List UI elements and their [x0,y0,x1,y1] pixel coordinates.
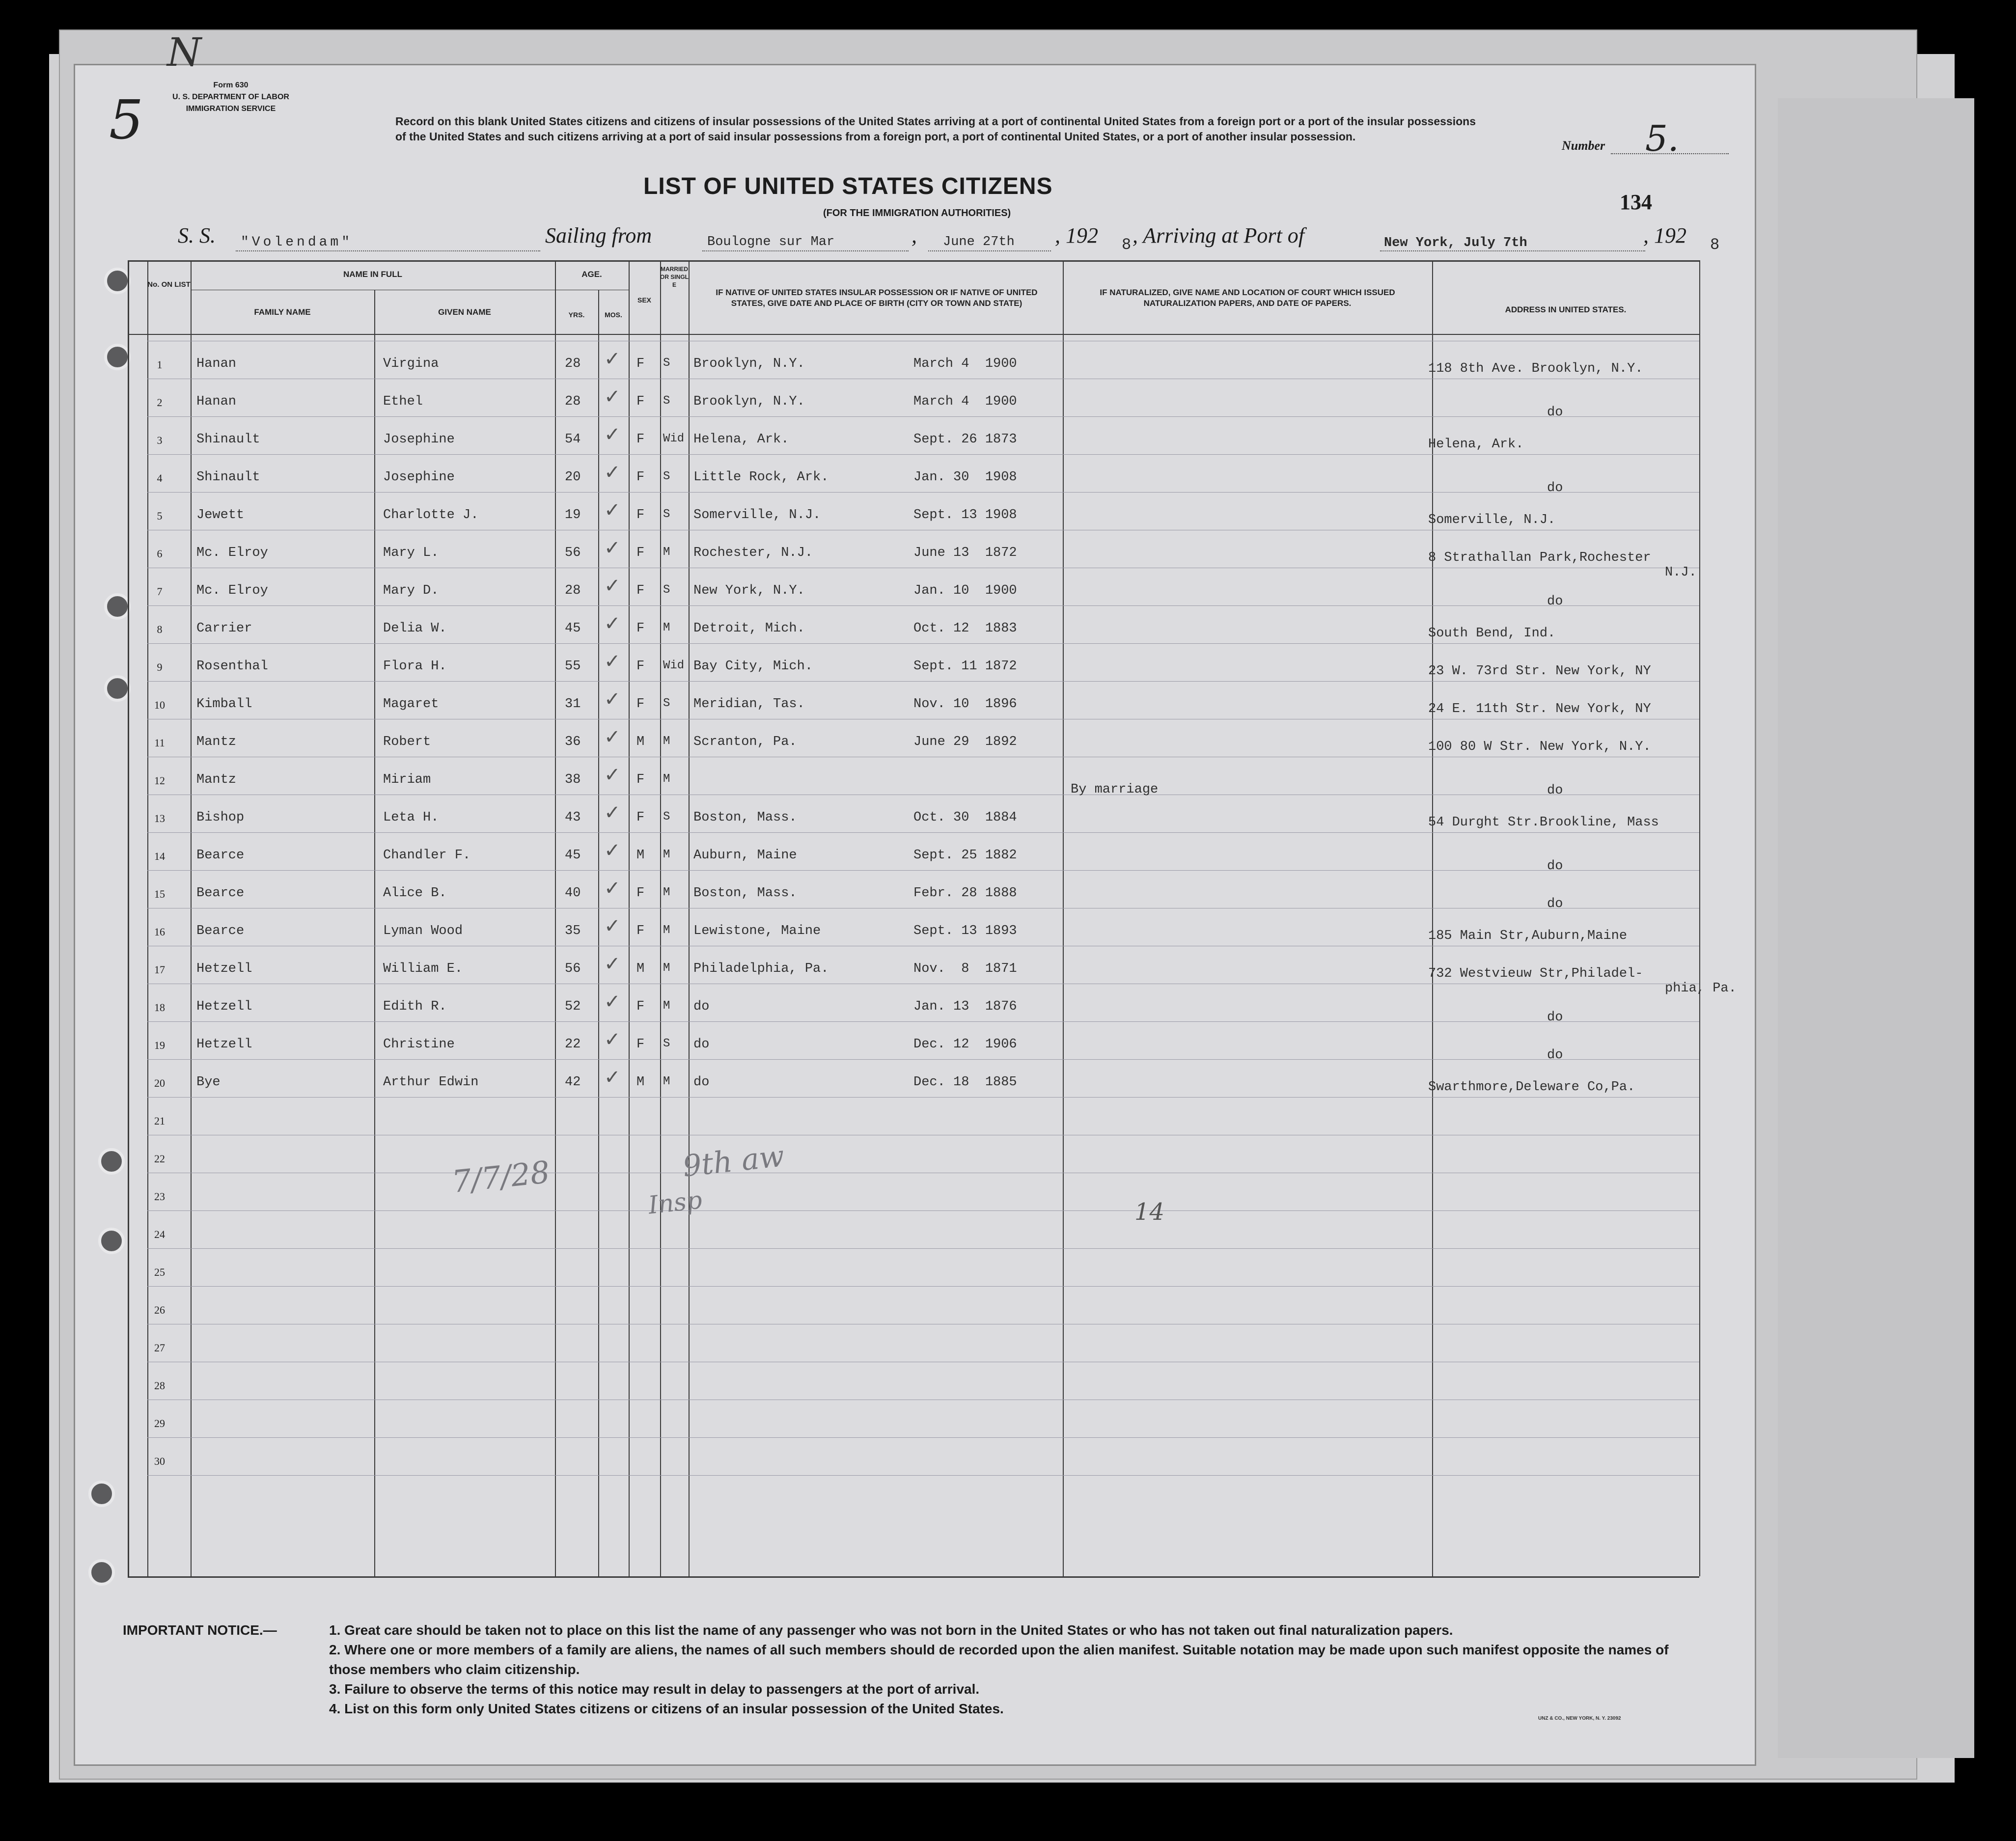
birth-date: Sept. 25 1882 [913,848,1017,863]
check-mark: ✓ [604,1066,621,1089]
address: do [1547,859,1563,874]
row-number: 26 [154,1304,165,1316]
given-name: Mary L. [383,546,439,560]
date-from: June 27th [943,235,1015,249]
page-mark: 5 [109,88,143,151]
row-rule [147,416,1699,417]
form-instructions: Record on this blank United States citizens and citizens of insular possessions of the United States arriving at a port of continental United States from a foreign port or a port of the insular possessions of the United States and such citizens arriving at a port of said insular possessions from a foreign port, a port of continental United States, or a port of another insular possession. [395,115,1476,143]
given-name: Delia W. [383,621,447,636]
given-name: Virgina [383,357,439,371]
row-number: 19 [154,1039,165,1051]
sex-value: M [636,1075,645,1090]
year-suffix-2: 8 [1710,236,1720,254]
address: Somerville, N.J. [1428,513,1556,527]
address: do [1547,783,1563,798]
marital-status: M [663,999,670,1013]
address: 23 W. 73rd Str. New York, NY [1428,664,1651,679]
check-mark: ✓ [604,385,621,408]
row-number: 16 [154,926,165,938]
sex-value: F [636,621,645,636]
age-years: 40 [565,886,581,901]
service-name: IMMIGRATION SERVICE [186,105,276,113]
check-mark: ✓ [604,612,621,635]
col-naturalized-header: IF NATURALIZED, GIVE NAME AND LOCATION OF COURT WHICH ISSUED NATURALIZATION PAPERS, AND DATE OF PAPERS. [1100,288,1395,308]
birth-place: Lewistone, Maine [693,924,821,938]
printer-imprint: UNZ & CO., NEW YORK, N. Y. 23092 [1538,1716,1621,1721]
birth-place: Bay City, Mich. [693,659,813,674]
row-rule [147,605,1699,606]
address: 24 E. 11th Str. New York, NY [1428,702,1651,716]
address: do [1547,1010,1563,1025]
given-name: Alice B. [383,886,447,901]
birth-place: New York, N.Y. [693,583,805,598]
birth-date: March 4 1900 [913,394,1017,409]
given-name: Chandler F. [383,848,471,863]
manifest-number: 134 [1620,190,1652,214]
family-name: Mantz [196,735,237,749]
row-number: 4 [157,472,163,484]
notice-item: 3. Failure to observe the terms of this notice may result in delay to passengers at the port of arrival. [329,1681,980,1697]
address: 732 Westvieuw Str,Philadel- [1428,966,1643,981]
col-married-header: MARRIED OR SINGLE [660,266,689,288]
marital-status: Wid [663,659,685,672]
table-top-rule [128,260,1699,262]
family-name: Mc. Elroy [196,546,268,560]
date-from-underline [928,250,1051,251]
birth-place: Brooklyn, N.Y. [693,357,805,371]
paper-stack-edge [1778,98,1974,1758]
age-years: 54 [565,432,581,447]
age-years: 28 [565,357,581,371]
comma-1: , [911,223,917,247]
given-name: Lyman Wood [383,924,463,938]
age-years: 52 [565,999,581,1014]
birth-date: Oct. 30 1884 [913,810,1017,825]
birth-date: Nov. 10 1896 [913,697,1017,712]
form-identity [147,80,314,115]
check-mark: ✓ [604,423,621,446]
row-number: 23 [154,1190,165,1203]
age-years: 56 [565,962,581,976]
check-mark: ✓ [604,499,621,522]
row-number: 18 [154,1001,165,1014]
row-number: 6 [157,548,163,560]
birth-place: do [693,999,710,1014]
row-number: 13 [154,812,165,824]
col-divider [191,260,192,1576]
given-name: Christine [383,1037,455,1052]
year-prefix-1: , 192 [1055,223,1098,247]
row-rule [147,492,1699,493]
col-divider [555,260,556,1576]
col-divider [689,260,690,1576]
col-birth-header: IF NATIVE OF UNITED STATES INSULAR POSSESSION OR IF NATIVE OF UNITED STATES, GIVE DATE AND PLACE OF BIRTH (CITY OR TOWN AND STATE) [716,288,1038,308]
header-bottom-rule [128,334,1699,335]
row-number: 24 [154,1228,165,1240]
marital-status: S [663,697,670,710]
row-number: 20 [154,1077,165,1089]
age-years: 55 [565,659,581,674]
address: 100 80 W Str. New York, N.Y. [1428,740,1651,754]
row-number: 12 [154,774,165,787]
marital-status: S [663,810,670,824]
row-number: 27 [154,1342,165,1354]
age-years: 19 [565,508,581,522]
row-number: 28 [154,1379,165,1392]
age-years: 45 [565,848,581,863]
birth-date: Sept. 13 1908 [913,508,1017,522]
port-to-underline [1380,250,1645,251]
check-mark: ✓ [604,801,621,824]
arriving-label: , Arriving at Port of [1132,223,1304,247]
marital-status: S [663,470,670,483]
sailing-label: Sailing from [545,223,652,247]
birth-place: do [693,1037,710,1052]
table-bottom-rule [128,1576,1699,1578]
check-mark: ✓ [604,990,621,1013]
check-mark: ✓ [604,726,621,748]
row-rule [147,832,1699,833]
marital-status: S [663,583,670,597]
department-name: U. S. DEPARTMENT OF LABOR [172,93,289,101]
birth-place: Auburn, Maine [693,848,797,863]
birth-date: Oct. 12 1883 [913,621,1017,636]
sex-value: M [636,848,645,863]
row-number: 21 [154,1115,165,1127]
age-years: 35 [565,924,581,938]
col-sex-header: SEX [637,296,651,304]
marital-status: M [663,546,670,559]
check-mark: ✓ [604,688,621,711]
check-mark: ✓ [604,461,621,484]
age-years: 28 [565,394,581,409]
col-yrs-header: YRS. [568,311,585,319]
ss-label: S. S. [178,223,216,247]
marital-status: Wid [663,432,685,445]
age-years: 56 [565,546,581,560]
address: do [1547,1048,1563,1063]
age-years: 43 [565,810,581,825]
row-number: 10 [154,699,165,711]
check-mark: ✓ [604,348,621,370]
year-suffix-1: 8 [1122,236,1132,254]
row-number: 14 [154,850,165,862]
birth-date: Sept. 11 1872 [913,659,1017,674]
age-years: 36 [565,735,581,749]
sex-value: F [636,924,645,938]
row-rule [147,681,1699,682]
sex-value: F [636,697,645,712]
sex-value: M [636,735,645,749]
marital-status: M [663,1075,670,1088]
col-divider [1432,260,1433,1576]
sex-value: F [636,432,645,447]
address: 54 Durght Str.Brookline, Mass [1428,815,1659,830]
row-rule [147,1021,1699,1022]
row-number: 30 [154,1455,165,1467]
age-years: 28 [565,583,581,598]
family-name: Mc. Elroy [196,583,268,598]
ship-name-underline [236,250,540,251]
birth-date: June 13 1872 [913,546,1017,560]
col-divider [128,260,129,1576]
port-from-underline [702,250,909,251]
family-name: Hanan [196,357,237,371]
address-line-2: phia, Pa. [1665,981,1737,996]
birth-date: June 29 1892 [913,735,1017,749]
sex-value: F [636,999,645,1014]
top-hand-mark: N [167,29,201,75]
birth-date: Febr. 28 1888 [913,886,1017,901]
row-number: 9 [157,661,163,673]
address-line-2: N.J. [1665,565,1697,580]
check-mark: ✓ [604,953,621,975]
row-number: 29 [154,1417,165,1429]
birth-place: Boston, Mass. [693,810,797,825]
check-mark: ✓ [604,839,621,862]
birth-place: Rochester, N.J. [693,546,813,560]
col-name-header: NAME IN FULL [343,270,402,279]
col-family-header: FAMILY NAME [254,307,311,317]
birth-date: March 4 1900 [913,357,1017,371]
given-name: Josephine [383,432,455,447]
birth-place: Boston, Mass. [693,886,797,901]
birth-date: Nov. 8 1871 [913,962,1017,976]
row-rule [147,1210,1699,1211]
row-number: 5 [157,510,163,522]
marital-status: M [663,621,670,634]
col-divider [1063,260,1064,1576]
row-number: 11 [154,737,165,749]
col-address-header: ADDRESS IN UNITED STATES. [1505,305,1627,314]
row-rule [147,1475,1699,1476]
row-rule [147,1097,1699,1098]
address: do [1547,594,1563,609]
sex-value: F [636,357,645,371]
family-name: Hetzell [196,999,252,1014]
address: Swarthmore,Deleware Co,Pa. [1428,1080,1635,1095]
check-mark: ✓ [604,575,621,597]
birth-place: Meridian, Tas. [693,697,805,712]
row-rule [147,870,1699,871]
address: do [1547,897,1563,911]
address: 185 Main Str,Auburn,Maine [1428,929,1628,943]
row-number: 2 [157,396,163,409]
check-mark: ✓ [604,537,621,559]
sex-value: F [636,470,645,485]
given-name: Ethel [383,394,423,409]
family-name: Carrier [196,621,252,636]
sex-value: F [636,394,645,409]
family-name: Bearce [196,848,245,863]
address: do [1547,405,1563,420]
age-years: 42 [565,1075,581,1090]
sex-value: F [636,810,645,825]
marital-status: M [663,886,670,899]
row-rule [147,1059,1699,1060]
family-name: Bishop [196,810,245,825]
family-name: Bearce [196,886,245,901]
row-rule [147,643,1699,644]
family-name: Shinault [196,470,260,485]
birth-place: Brooklyn, N.Y. [693,394,805,409]
age-years: 31 [565,697,581,712]
row-number: 1 [157,358,163,371]
row-number: 17 [154,963,165,976]
family-name: Bye [196,1075,221,1090]
given-name: Josephine [383,470,455,485]
port-from: Boulogne sur Mar [707,235,835,249]
marital-status: M [663,772,670,786]
year-prefix-2-text: 192 [1654,223,1686,247]
page-title: LIST OF UNITED STATES CITIZENS [643,173,1053,199]
col-divider [147,260,148,1576]
notice-list [329,1621,1694,1719]
given-name: Miriam [383,772,431,787]
sex-value: F [636,772,645,787]
age-years: 20 [565,470,581,485]
family-name: Hetzell [196,962,252,976]
col-divider [374,290,375,1576]
check-mark: ✓ [604,877,621,900]
given-name: Charlotte J. [383,508,479,522]
col-age-header: AGE. [581,270,602,279]
notice-item: 2. Where one or more members of a family are aliens, the names of all such members should de recorded upon the alien manifest. Suitable notation may be made upon such manifest opposite the names of those members who claim citizenship. [329,1642,1669,1677]
given-name: Leta H. [383,810,439,825]
col-divider [660,260,661,1576]
row-number: 7 [157,585,163,598]
given-name: Arthur Edwin [383,1075,479,1090]
age-years: 22 [565,1037,581,1052]
row-number: 15 [154,888,165,900]
family-name: Rosenthal [196,659,268,674]
given-name: Flora H. [383,659,447,674]
birth-place: Detroit, Mich. [693,621,805,636]
given-name: Magaret [383,697,439,712]
birth-place: Little Rock, Ark. [693,470,829,485]
col-divider [629,260,630,1576]
notice-lead: IMPORTANT NOTICE.— [123,1622,277,1638]
marital-status: M [663,735,670,748]
birth-place: Helena, Ark. [693,432,789,447]
birth-date: Dec. 18 1885 [913,1075,1017,1090]
sex-value: F [636,508,645,522]
check-mark: ✓ [604,915,621,937]
sex-value: F [636,659,645,674]
notice-item: 1. Great care should be taken not to place on this list the name of any passenger who was not born in the United States or who has not taken out final naturalization papers. [329,1622,1453,1638]
inspector-initials: Insp [647,1185,704,1220]
marital-status: M [663,924,670,937]
birth-date: Sept. 13 1893 [913,924,1017,938]
marital-status: S [663,1037,670,1050]
col-divider [1699,260,1700,1576]
inspector-date-note: 7/7/28 [450,1154,552,1200]
birth-date: Jan. 13 1876 [913,999,1017,1014]
check-mark: ✓ [604,764,621,786]
inspector-note: 9th aw [681,1139,786,1184]
birth-date: Sept. 26 1873 [913,432,1017,447]
age-years: 45 [565,621,581,636]
sex-value: M [636,962,645,976]
col-divider [598,290,599,1576]
birth-place: Scranton, Pa. [693,735,797,749]
given-name: Mary D. [383,583,439,598]
family-name: Shinault [196,432,260,447]
sex-value: F [636,886,645,901]
passenger-table [79,260,1748,1576]
year-prefix-1-text: 192 [1066,223,1098,247]
address: 8 Strathallan Park,Rochester [1428,550,1651,565]
marital-status: S [663,508,670,521]
notice-item: 4. List on this form only United States citizens or citizens of an insular possession of the United States. [329,1701,1004,1716]
col-given-header: GIVEN NAME [438,307,491,317]
given-name: William E. [383,962,463,976]
naturalization-info: By marriage [1071,782,1159,797]
given-name: Robert [383,735,431,749]
year-prefix-2: , 192 [1643,223,1686,247]
number-label: Number [1562,138,1605,153]
col-mos-header: MOS. [605,311,622,319]
birth-place: Philadelphia, Pa. [693,962,829,976]
marital-status: S [663,357,670,370]
family-name: Bearce [196,924,245,938]
row-rule [147,1286,1699,1287]
marital-status: M [663,962,670,975]
row-rule [147,1437,1699,1438]
family-name: Hetzell [196,1037,252,1052]
row-rule [147,454,1699,455]
check-mark: ✓ [604,1028,621,1051]
address: do [1547,481,1563,495]
sex-value: F [636,1037,645,1052]
birth-place: do [693,1075,710,1090]
given-name: Edith R. [383,999,447,1014]
address: 118 8th Ave. Brooklyn, N.Y. [1428,361,1643,376]
col-no-header: No. ON LIST [147,280,191,289]
page-subtitle: (FOR THE IMMIGRATION AUTHORITIES) [823,208,1011,219]
marital-status: M [663,848,670,861]
marital-status: S [663,394,670,408]
birth-date: Jan. 30 1908 [913,470,1017,485]
family-name: Mantz [196,772,237,787]
row-number: 8 [157,623,163,635]
ship-name: "Volendam" [241,235,353,250]
birth-date: Jan. 10 1900 [913,583,1017,598]
address: Helena, Ark. [1428,437,1524,452]
form-number: Form 630 [213,81,249,89]
birth-date: Dec. 12 1906 [913,1037,1017,1052]
sex-value: F [636,546,645,560]
port-to: New York, July 7th [1384,236,1527,250]
row-rule [147,1248,1699,1249]
row-number: 25 [154,1266,165,1278]
family-name: Jewett [196,508,245,522]
age-years: 38 [565,772,581,787]
row-number: 22 [154,1153,165,1165]
check-mark: ✓ [604,650,621,673]
row-number: 3 [157,434,163,446]
birth-place: Somerville, N.J. [693,508,821,522]
sex-value: F [636,583,645,598]
list-number: 5. [1645,118,1679,159]
address: South Bend, Ind. [1428,626,1556,641]
family-name: Kimball [196,697,252,712]
margin-mark: 14 [1134,1198,1165,1226]
arriving-label-text: Arriving at Port of [1143,223,1304,247]
family-name: Hanan [196,394,237,409]
